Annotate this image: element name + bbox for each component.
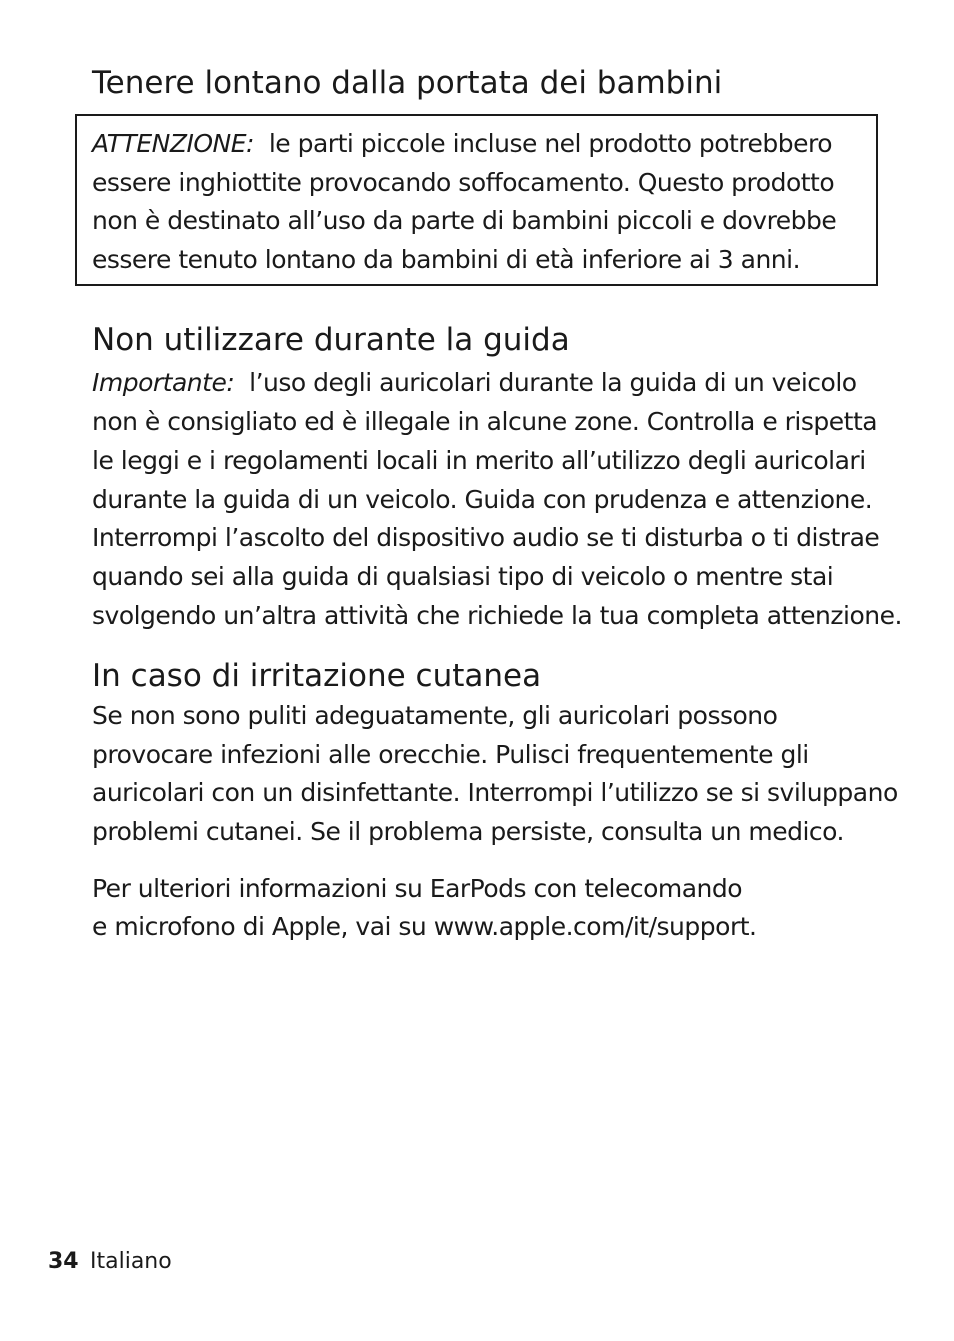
driving-line-2: non è consigliato ed è illegale in alcune zone. Controlla e rispetta [92,407,878,436]
info-line-2: e microfono di Apple, vai su www.apple.com/it/support. [92,912,757,941]
important-label: Importante: [92,368,235,397]
driving-line-4: durante la guida di un veicolo. Guida con prudenza e attenzione. [92,485,873,514]
warning-line-1 [92,129,832,159]
page-number: 34 [48,1249,79,1274]
warning-text: le parti piccole incluse nel prodotto potrebbero [268,129,833,158]
skin-line-3: auricolari con un disinfettante. Interrompi l’utilizzo se si sviluppano [92,778,898,807]
driving-line-1 [92,368,857,398]
skin-line-1: Se non sono puliti adeguatamente, gli auricolari possono [92,701,778,730]
warning-line-4: essere tenuto lontano da bambini di età inferiore ai 3 anni. [92,245,801,274]
section-title-children: Tenere lontano dalla portata dei bambini [92,65,723,101]
warning-label: ATTENZIONE: [92,129,254,158]
info-line-1: Per ulteriori informazioni su EarPods con telecomando [92,874,743,903]
driving-line-6: quando sei alla guida di qualsiasi tipo di veicolo o mentre stai [92,562,834,591]
section-title-skin: In caso di irritazione cutanea [92,658,542,694]
driving-line-7: svolgendo un’altra attività che richiede la tua completa attenzione. [92,601,902,630]
driving-text: l’uso degli auricolari durante la guida di un veicolo [249,368,857,397]
warning-line-2: essere inghiottite provocando soffocamento. Questo prodotto [92,168,835,197]
warning-line-3: non è destinato all’uso da parte di bambini piccoli e dovrebbe [92,206,837,235]
driving-line-3: le leggi e i regolamenti locali in merito all’utilizzo degli auricolari [92,446,866,475]
section-title-driving: Non utilizzare durante la guida [92,322,570,358]
driving-line-5: Interrompi l’ascolto del dispositivo audio se ti disturba o ti distrae [92,523,880,552]
skin-line-4: problemi cutanei. Se il problema persiste, consulta un medico. [92,817,844,846]
skin-line-2: provocare infezioni alle orecchie. Pulisci frequentemente gli [92,740,809,769]
footer-language: Italiano [90,1249,172,1274]
